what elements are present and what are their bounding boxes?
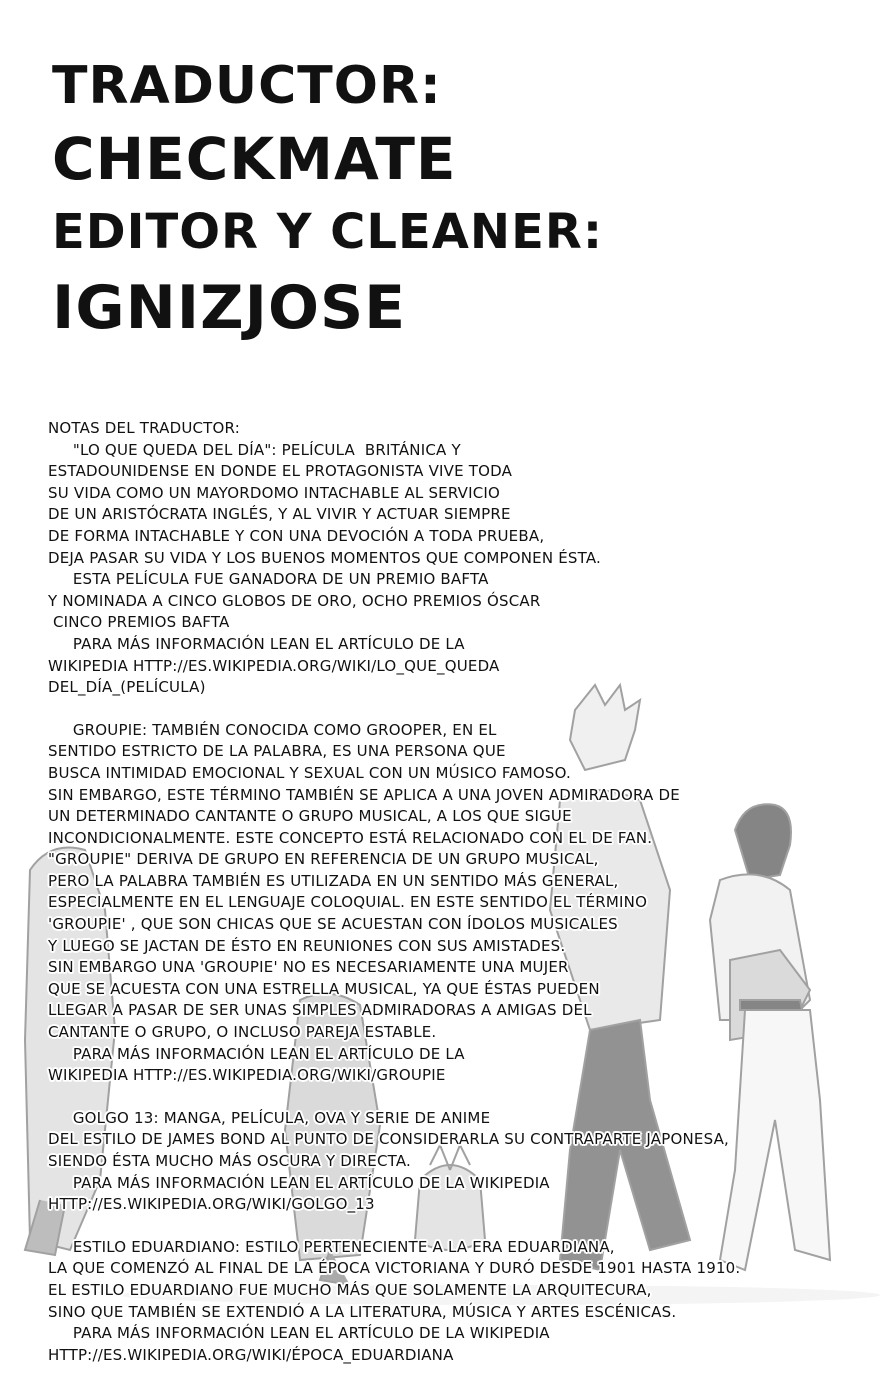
note-line: QUE SE ACUESTA CON UNA ESTRELLA MUSICAL, YA QUE ÉSTAS PUEDEN — [48, 979, 600, 998]
note-line: DE UN ARISTÓCRATA INGLÉS, Y AL VIVIR Y ACTUAR SIEMPRE — [48, 505, 511, 524]
note-line: HTTP://ES.WIKIPEDIA.ORG/WIKI/ÉPOCA_EDUARDIANA — [48, 1345, 454, 1364]
credits-block — [52, 56, 604, 343]
note-line: DEL_DÍA_(PELÍCULA) — [48, 678, 206, 697]
note-line: GROUPIE: TAMBIÉN CONOCIDA COMO GROOPER, EN EL — [48, 720, 497, 739]
note-line: ESTILO EDUARDIANO: ESTILO PERTENECIENTE A LA ERA EDUARDIANA, — [48, 1237, 615, 1256]
note-line: SIN EMBARGO, ESTE TÉRMINO TAMBIÉN SE APLICA A UNA JOVEN ADMIRADORA DE — [48, 785, 680, 804]
note-line: PARA MÁS INFORMACIÓN LEAN EL ARTÍCULO DE LA — [48, 634, 465, 653]
translator-notes — [48, 418, 868, 1366]
note-line: Y NOMINADA A CINCO GLOBOS DE ORO, OCHO PREMIOS ÓSCAR — [48, 591, 541, 610]
note-golgo-13 — [48, 1108, 868, 1216]
note-line: "LO QUE QUEDA DEL DÍA": PELÍCULA BRITÁNICA Y — [48, 440, 461, 459]
note-line: DEL ESTILO DE JAMES BOND AL PUNTO DE CONSIDERARLA SU CONTRAPARTE JAPONESA, — [48, 1130, 729, 1149]
note-line: ESTADOUNIDENSE EN DONDE EL PROTAGONISTA VIVE TODA — [48, 462, 513, 481]
note-line: LLEGAR A PASAR DE SER UNAS SIMPLES ADMIRADORAS A AMIGAS DEL — [48, 1001, 592, 1020]
note-line: HTTP://ES.WIKIPEDIA.ORG/WIKI/GOLGO_13 — [48, 1195, 375, 1214]
note-line: CINCO PREMIOS BAFTA — [48, 613, 230, 632]
note-line: SU VIDA COMO UN MAYORDOMO INTACHABLE AL SERVICIO — [48, 483, 501, 502]
note-line: SENTIDO ESTRICTO DE LA PALABRA, ES UNA PERSONA QUE — [48, 742, 506, 761]
note-line: UN DETERMINADO CANTANTE O GRUPO MUSICAL, A LOS QUE SIGUE — [48, 807, 572, 826]
note-line: PARA MÁS INFORMACIÓN LEAN EL ARTÍCULO DE LA — [48, 1044, 465, 1063]
note-line: CANTANTE O GRUPO, O INCLUSO PAREJA ESTABLE. — [48, 1023, 437, 1042]
note-line: WIKIPEDIA HTTP://ES.WIKIPEDIA.ORG/WIKI/LO_QUE_QUEDA — [48, 656, 500, 675]
note-line: PARA MÁS INFORMACIÓN LEAN EL ARTÍCULO DE LA WIKIPEDIA — [48, 1173, 550, 1192]
editor-label: EDITOR Y CLEANER: — [52, 204, 604, 260]
note-line: SIENDO ÉSTA MUCHO MÁS OSCURA Y DIRECTA. — [48, 1152, 412, 1170]
note-groupie — [48, 720, 868, 1087]
note-line: LA QUE COMENZÓ AL FINAL DE LA ÉPOCA VICTORIANA Y DURÓ DESDE 1901 HASTA 1910. — [48, 1259, 741, 1278]
note-lo-que-queda — [48, 440, 868, 699]
note-line: DE FORMA INTACHABLE Y CON UNA DEVOCIÓN A TODA PRUEBA, — [48, 526, 545, 545]
note-line: SINO QUE TAMBIÉN SE EXTENDIÓ A LA LITERATURA, MÚSICA Y ARTES ESCÉNICAS. — [48, 1302, 677, 1321]
translator-name: CHECKMATE — [52, 125, 457, 193]
note-line: WIKIPEDIA HTTP://ES.WIKIPEDIA.ORG/WIKI/GROUPIE — [48, 1066, 446, 1085]
editor-name: IGNIZJOSE — [52, 273, 407, 343]
note-line: "GROUPIE" DERIVA DE GRUPO EN REFERENCIA DE UN GRUPO MUSICAL, — [48, 850, 599, 869]
note-line: Y LUEGO SE JACTAN DE ÉSTO EN REUNIONES CON SUS AMISTADES. — [48, 936, 566, 955]
note-line: INCONDICIONALMENTE. ESTE CONCEPTO ESTÁ RELACIONADO CON EL DE FAN. — [48, 828, 653, 847]
note-line: 'GROUPIE' , QUE SON CHICAS QUE SE ACUESTAN CON ÍDOLOS MUSICALES — [48, 915, 618, 934]
note-line: BUSCA INTIMIDAD EMOCIONAL Y SEXUAL CON UN MÚSICO FAMOSO. — [48, 763, 571, 782]
note-line: GOLGO 13: MANGA, PELÍCULA, OVA Y SERIE DE ANIME — [48, 1108, 491, 1127]
note-line: SIN EMBARGO UNA 'GROUPIE' NO ES NECESARIAMENTE UNA MUJER — [48, 958, 569, 977]
note-estilo-eduardiano — [48, 1237, 868, 1367]
notes-heading: NOTAS DEL TRADUCTOR: — [48, 419, 240, 437]
note-line: PERO LA PALABRA TAMBIÉN ES UTILIZADA EN UN SENTIDO MÁS GENERAL, — [48, 871, 619, 890]
note-line: PARA MÁS INFORMACIÓN LEAN EL ARTÍCULO DE LA WIKIPEDIA — [48, 1324, 550, 1343]
note-line: ESTA PELÍCULA FUE GANADORA DE UN PREMIO BAFTA — [48, 570, 489, 589]
note-line: DEJA PASAR SU VIDA Y LOS BUENOS MOMENTOS QUE COMPONEN ÉSTA. — [48, 548, 602, 567]
note-line: EL ESTILO EDUARDIANO FUE MUCHO MÁS QUE SOLAMENTE LA ARQUITECURA, — [48, 1280, 652, 1299]
note-line: ESPECIALMENTE EN EL LENGUAJE COLOQUIAL. EN ESTE SENTIDO EL TÉRMINO — [48, 893, 648, 912]
translator-label: TRADUCTOR: — [52, 56, 442, 116]
